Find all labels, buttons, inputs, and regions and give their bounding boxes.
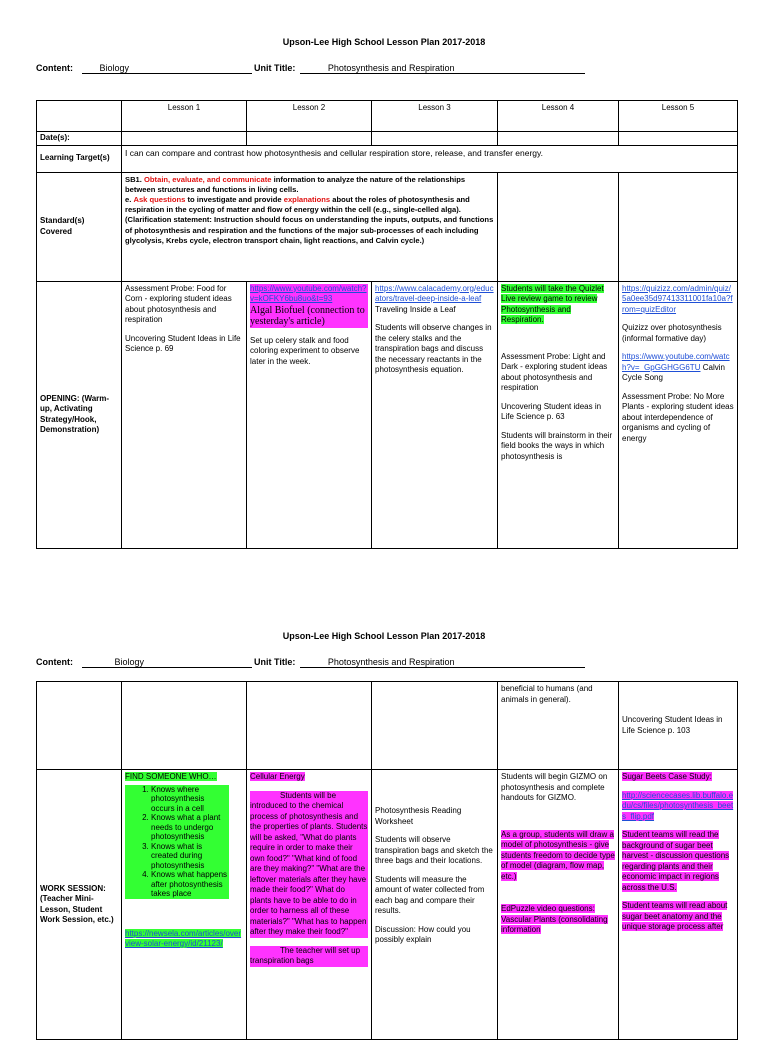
content-value-2: Biology — [82, 657, 252, 668]
content-label-2: Content: — [36, 657, 73, 667]
std-red-2: Ask questions — [133, 194, 186, 204]
work-l4-model: As a group, students will draw a model of photosynthesis - give students freedom to decide type of model (diagram, flow map, etc.) — [501, 829, 615, 881]
content-value: Biology — [82, 63, 252, 74]
standards-text — [122, 172, 498, 281]
lesson-4-header: Lesson 4 — [498, 101, 619, 132]
opening-l5-song: Calvin Cycle Song — [622, 362, 725, 382]
work-l3-worksheet: Photosynthesis Reading Worksheet — [375, 806, 462, 826]
unit-value: Photosynthesis and Respiration — [300, 63, 585, 74]
work-session-row — [37, 770, 738, 1040]
opening-l4-probe: Assessment Probe: Light and Dark - exploring student ideas about photosynthesis and respiration — [501, 351, 608, 392]
opening-row — [37, 281, 738, 548]
std-text-1: information to analyze the nature of the relationships between structures and functions in living cells. — [125, 174, 466, 194]
work-session-label: WORK SESSION: (Teacher Mini-Lesson, Student Work Session, etc.) — [37, 770, 122, 1040]
work-lesson-5 — [619, 770, 738, 1040]
work-l3-discussion: Discussion: How could you possibly explain — [375, 924, 471, 944]
work-l5-title: Sugar Beets Case Study: — [622, 772, 712, 781]
content-unit-line-2 — [36, 657, 585, 668]
lesson-3-header: Lesson 3 — [372, 101, 498, 132]
opening-lesson-2 — [247, 281, 372, 548]
work-l1-list — [125, 785, 229, 899]
work-lesson-1 — [122, 770, 247, 1040]
opening-l3-title: Traveling Inside a Leaf — [375, 304, 456, 314]
lesson-2-header: Lesson 2 — [247, 101, 372, 132]
continued-l5: Uncovering Student Ideas in Life Science p. 103 — [619, 682, 738, 770]
learning-target-row — [37, 145, 738, 172]
corner-cell — [37, 101, 122, 132]
work-l1-item: 4. Knows what happens after photosynthesis takes place — [151, 870, 229, 899]
continued-l4: beneficial to humans (and animals in general). — [498, 682, 619, 770]
unit-label-2: Unit Title: — [254, 657, 296, 667]
opening-l2-link[interactable]: https://www.youtube.com/watch?v=kOFKY6bu8uo&t=93 — [250, 283, 367, 303]
std-text-2: to investigate and provide — [187, 194, 282, 204]
std-red-3: explanations — [283, 194, 331, 204]
learning-target-label: Learning Target(s) — [37, 145, 122, 172]
dates-label: Date(s): — [37, 132, 122, 146]
work-l4-edpuzzle: EdPuzzle video questions: Vascular Plants (consolidating information — [501, 904, 608, 934]
opening-lesson-4 — [498, 281, 619, 548]
work-l5-background: Student teams will read the background of sugar beet harvest - discussion questions regarding plants and their economic impact in regions across the U.S. — [622, 830, 730, 892]
opening-l1-reference: Uncovering Student Ideas in Life Science p. 69 — [125, 333, 241, 353]
opening-l5-quizizz: Quizizz over photosynthesis (informal formative day) — [622, 323, 722, 343]
content-label: Content: — [36, 63, 73, 73]
opening-l1-probe: Assessment Probe: Food for Corn - exploring student ideas about photosynthesis and respiration — [125, 283, 232, 324]
opening-l3-link[interactable]: https://www.calacademy.org/educators/travel-deep-inside-a-leaf — [375, 283, 494, 303]
work-l4-gizmo: Students will begin GIZMO on photosynthesis and complete handouts for GIZMO. — [501, 772, 608, 802]
lesson-1-header: Lesson 1 — [122, 101, 247, 132]
std-e: e. — [125, 194, 132, 204]
learning-target-text: I can can compare and contrast how photosynthesis and cellular respiration store, release, and transfer energy. — [122, 145, 738, 172]
opening-l2-highlight: Algal Biofuel (connection to yesterday's article) — [250, 304, 365, 327]
opening-l4-reference: Uncovering Student ideas in Life Science p. 63 — [501, 401, 602, 421]
work-l5-link[interactable]: http://sciencecases.lib.buffalo.edu/cs/files/photosynthesis_beets_flip.pdf — [622, 790, 734, 821]
work-l5-anatomy: Student teams will read about sugar beet anatomy and the unique storage process after — [622, 901, 728, 931]
std-clarification: (Clarification statement: Instruction should focus on understanding the inputs, outputs, and functions of photosynthesis and respiration and the functions of the major sub-processes of each including glycolysis, Krebs cycle, electron transport chain, light reactions, and Calvin cycle.) — [125, 215, 494, 245]
work-l1-title: FIND SOMEONE WHO… — [125, 772, 217, 781]
opening-continued-row — [37, 682, 738, 770]
dates-row — [37, 132, 738, 146]
opening-l5-link-2[interactable]: https://www.youtube.com/watch?v=_GpGGHGG6TU — [622, 352, 730, 372]
opening-lesson-5 — [619, 281, 738, 548]
work-l1-item: 1. Knows where photosynthesis occurs in a cell — [151, 785, 229, 814]
page-title: Upson-Lee High School Lesson Plan 2017-2018 — [282, 37, 486, 47]
work-l1-item: 3. Knows what is created during photosynthesis — [151, 842, 229, 871]
work-l3-measure: Students will measure the amount of water collected from each bag and compare their results. — [375, 874, 485, 915]
lesson-plan-table-2 — [36, 681, 738, 1040]
lesson-plan-table — [36, 100, 738, 549]
std-red-1: Obtain, evaluate, and communicate — [144, 174, 272, 184]
unit-label: Unit Title: — [254, 63, 296, 73]
opening-l4-brainstorm: Students will brainstorm in their field books the ways in which photosynthesis is — [501, 430, 613, 461]
lesson-5-header: Lesson 5 — [619, 101, 738, 132]
standards-row — [37, 172, 738, 281]
unit-value-2: Photosynthesis and Respiration — [300, 657, 585, 668]
opening-l5-link-1[interactable]: https://quizizz.com/admin/quiz/5a0ee35d97413311001fa10a?from=quizEditor — [622, 283, 733, 314]
opening-l4-highlight: Students will take the Quizlet Live review game to review Photosynthesis and Respiration. — [501, 283, 604, 324]
work-l1-item: 2. Knows what a plant needs to undergo photosynthesis — [151, 813, 229, 842]
std-code: SB1. — [125, 174, 142, 184]
work-l2-title: Cellular Energy — [250, 772, 305, 781]
content-unit-line — [36, 63, 585, 74]
std-text-3: about the roles of photosynthesis and respiration in the cycling of matter and flow of energy within the cell (e.g., single-celled alga). — [125, 194, 470, 215]
work-l2-text-2: The teacher will set up transpiration bags — [250, 946, 368, 967]
work-l3-observe: Students will observe transpiration bags and sketch the three bags and their locations. — [375, 835, 493, 865]
opening-lesson-1 — [122, 281, 247, 548]
opening-l5-probe: Assessment Probe: No More Plants - exploring student ideas about interdependence of organisms and cycling of energy — [622, 391, 734, 443]
standards-label: Standard(s) Covered — [37, 172, 122, 281]
page-title-2: Upson-Lee High School Lesson Plan 2017-2018 — [282, 631, 486, 641]
opening-label: OPENING: (Warm-up, Activating Strategy/Hook, Demonstration) — [37, 281, 122, 548]
work-lesson-3 — [372, 770, 498, 1040]
opening-l3-text: Students will observe changes in the celery stalks and the transpiration bags and discuss the necessary reactants in the photosynthesis equation. — [375, 323, 492, 374]
work-l2-text: Students will be introduced to the chemical process of photosynthesis and the properties of plants. Students will be asked, "What do plants require in order to make their own food?" "What kind of food are they making?" "What are the leftover materials after they have made their food?" What do plants have to be able to do in order to harness all of these materials?" "What has to happen after they make their food?" — [250, 790, 368, 936]
opening-l2-text: Set up celery stalk and food coloring experiment to observe later in the week. — [250, 335, 360, 366]
opening-lesson-3 — [372, 281, 498, 548]
work-lesson-2 — [247, 770, 372, 1040]
work-lesson-4 — [498, 770, 619, 1040]
work-l1-link[interactable]: https://newsela.com/articles/overview-solar-energy/id/21123/ — [125, 928, 242, 948]
lesson-header-row — [37, 101, 738, 132]
